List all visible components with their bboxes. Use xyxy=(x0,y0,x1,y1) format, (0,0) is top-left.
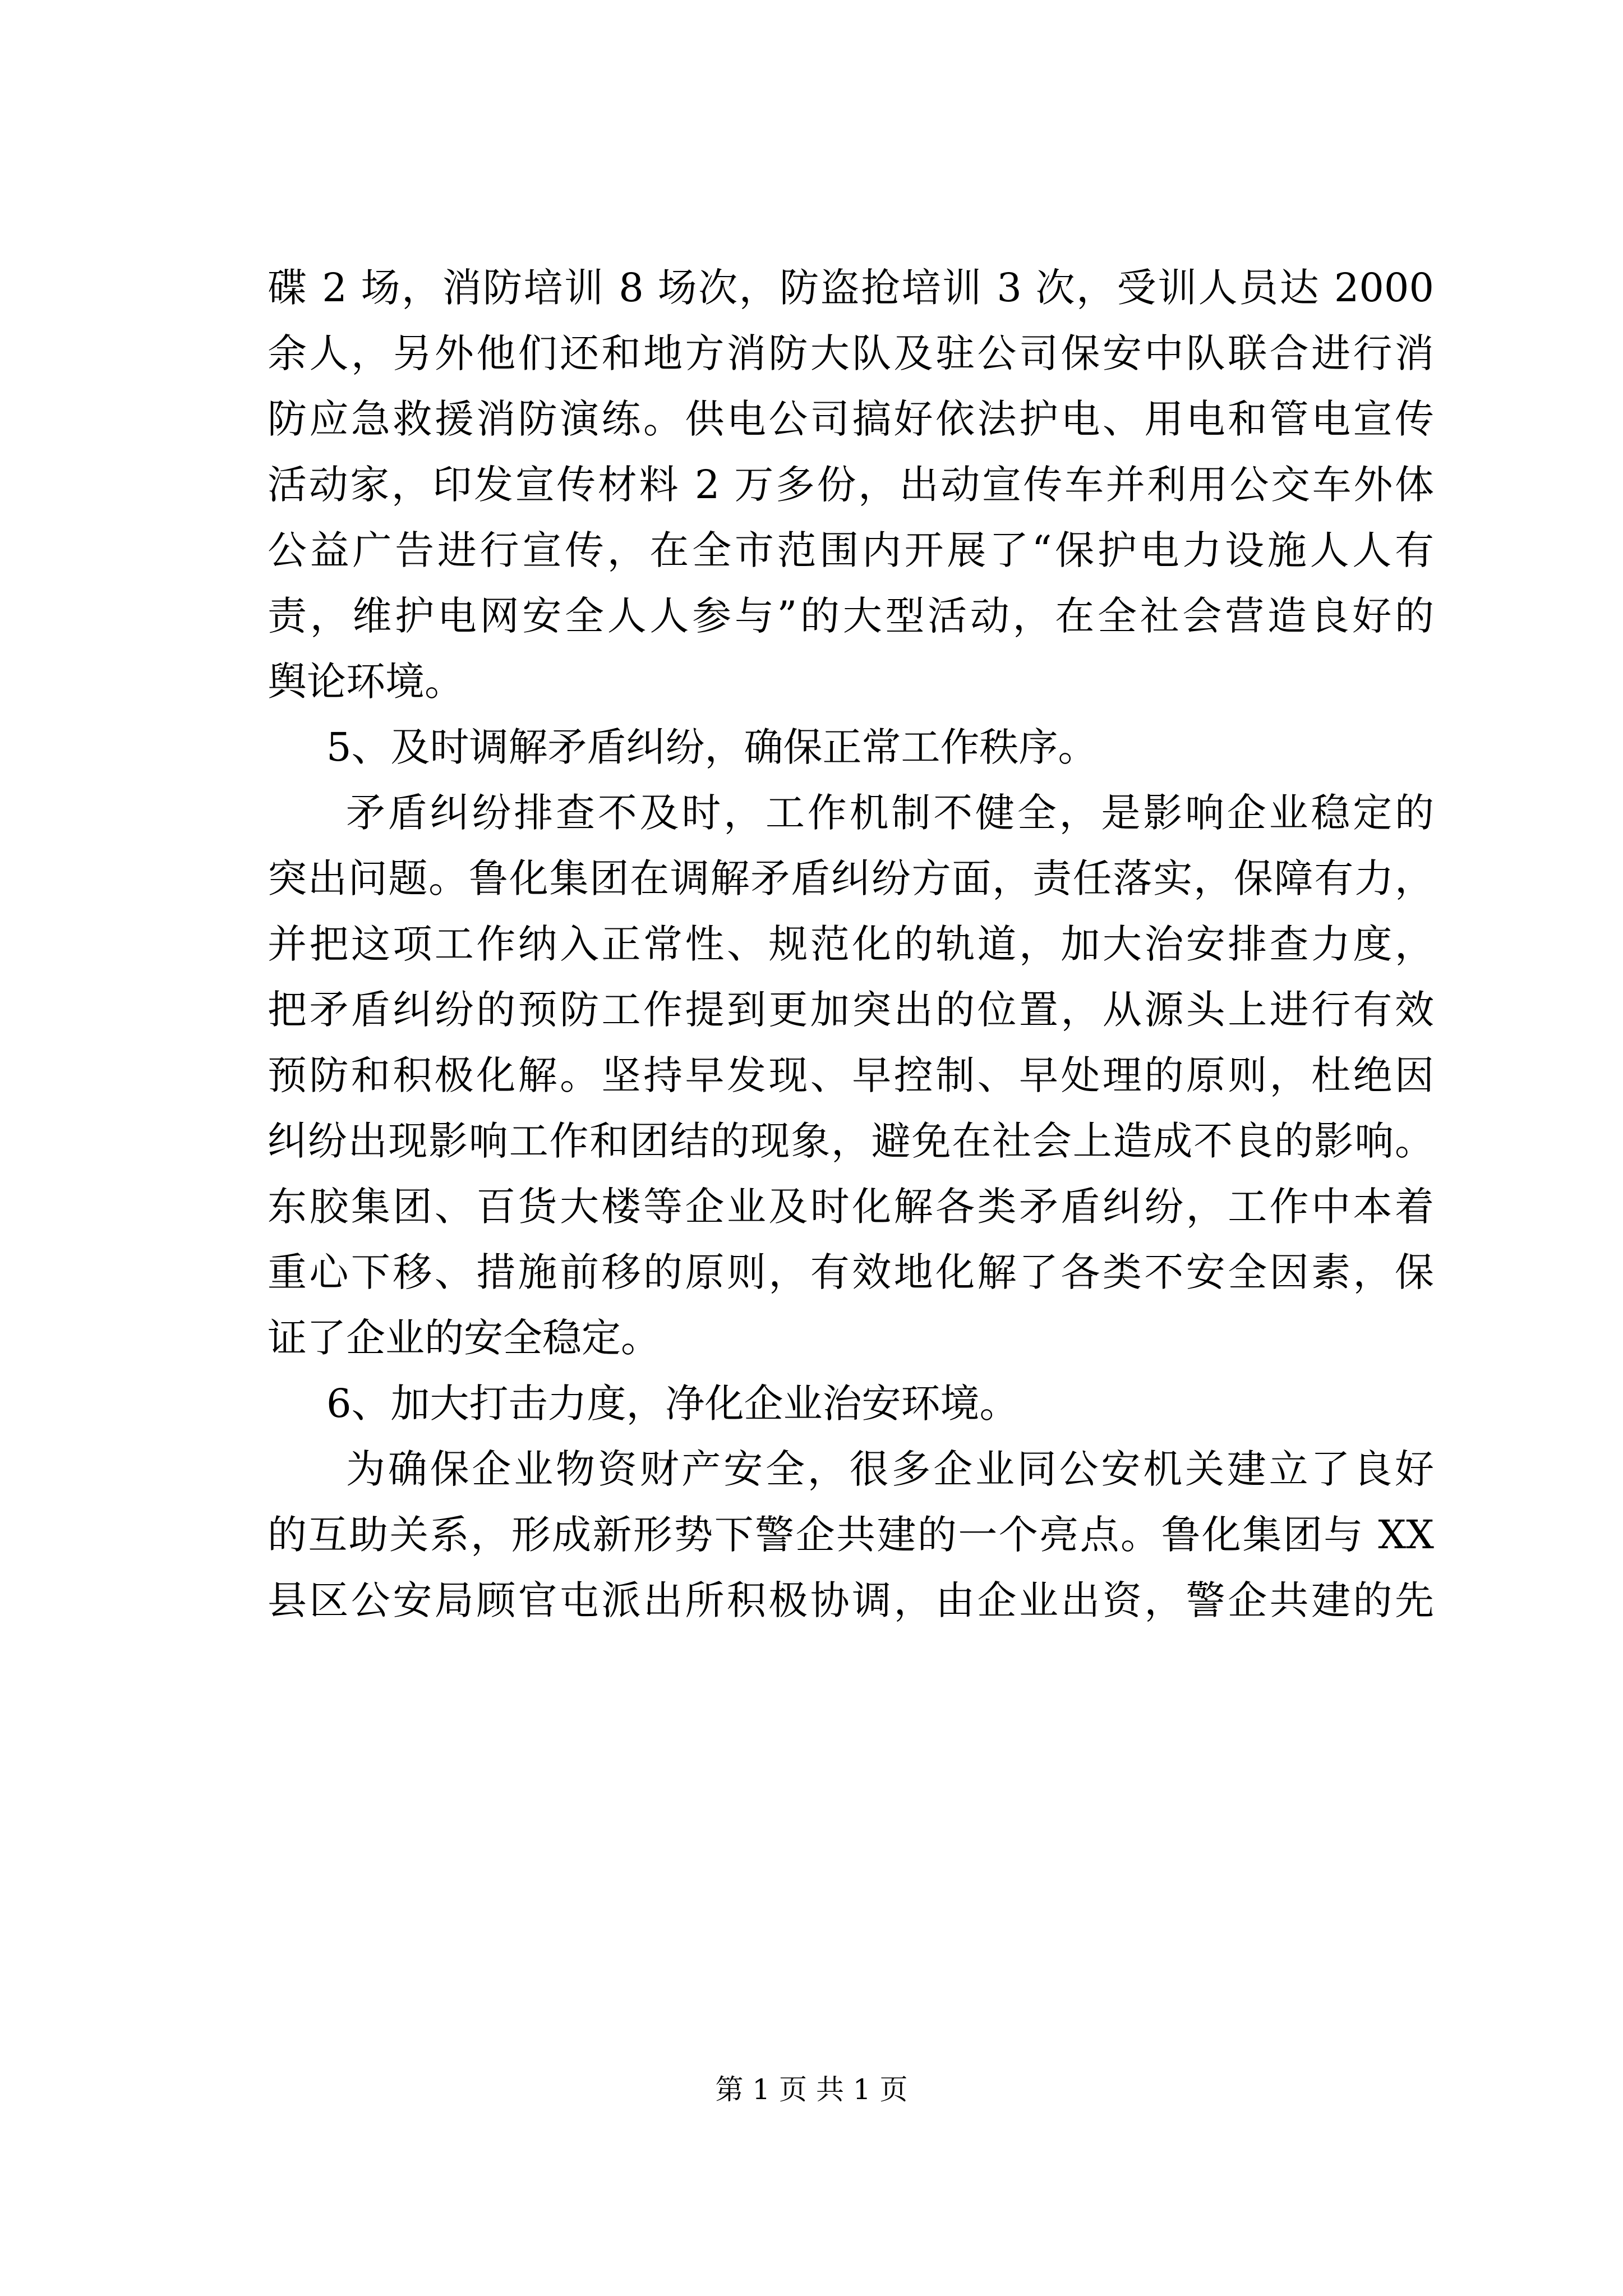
text-line: 预防和积极化解。坚持早发现、早控制、早处理的原则，杜绝因 xyxy=(268,1052,1434,1098)
text-line: 活动家，印发宣传材料 2 万多份，出动宣传车并利用公交车外体 xyxy=(268,462,1434,508)
text-line: 舆论环境。 xyxy=(268,659,464,705)
text-line: 责，维护电网安全人人参与”的大型活动，在全社会营造良好的 xyxy=(268,593,1434,639)
text-line: 东胶集团、百货大楼等企业及时化解各类矛盾纠纷，工作中本着 xyxy=(268,1184,1434,1230)
heading-line: 5、及时调解矛盾纠纷，确保正常工作秩序。 xyxy=(326,724,1098,770)
section-heading-5 xyxy=(268,715,1434,780)
text-line: 碟 2 场，消防培训 8 场次，防盗抢培训 3 次，受训人员达 2000 xyxy=(268,265,1434,311)
text-line: 把矛盾纠纷的预防工作提到更加突出的位置，从源头上进行有效 xyxy=(268,987,1434,1033)
text-line: 公益广告进行宣传，在全市范围内开展了“保护电力设施人人有 xyxy=(268,527,1434,573)
text-line: 为确保企业物资财产安全，很多企业同公安机关建立了良好 xyxy=(346,1446,1434,1492)
text-line: 并把这项工作纳入正常性、规范化的轨道，加大治安排查力度， xyxy=(268,921,1434,967)
text-line: 突出问题。鲁化集团在调解矛盾纠纷方面，责任落实，保障有力， xyxy=(268,855,1434,901)
text-line: 矛盾纠纷排查不及时，工作机制不健全，是影响企业稳定的 xyxy=(346,790,1434,836)
page-footer xyxy=(0,2070,1623,2109)
paragraph-dispute-mediation xyxy=(268,780,1434,1371)
heading-line: 6、加大打击力度，净化企业治安环境。 xyxy=(326,1381,1019,1427)
text-line: 县区公安局顾官屯派出所积极协调，由企业出资，警企共建的先 xyxy=(268,1577,1434,1623)
page-number-label: 第 1 页 共 1 页 xyxy=(715,2073,908,2106)
text-line: 的互助关系，形成新形势下警企共建的一个亮点。鲁化集团与 XX xyxy=(268,1512,1434,1558)
text-line: 证了企业的安全稳定。 xyxy=(268,1315,660,1361)
paragraph-training-summary xyxy=(268,255,1434,715)
paragraph-police-enterprise xyxy=(268,1437,1434,1634)
text-line: 余人，另外他们还和地方消防大队及驻公司保安中队联合进行消 xyxy=(268,330,1434,376)
text-line: 重心下移、措施前移的原则，有效地化解了各类不安全因素，保 xyxy=(268,1249,1434,1295)
section-heading-6 xyxy=(268,1371,1434,1437)
document-body xyxy=(268,255,1434,1634)
text-line: 纠纷出现影响工作和团结的现象，避免在社会上造成不良的影响。 xyxy=(268,1118,1434,1164)
text-line: 防应急救援消防演练。供电公司搞好依法护电、用电和管电宣传 xyxy=(268,396,1434,442)
